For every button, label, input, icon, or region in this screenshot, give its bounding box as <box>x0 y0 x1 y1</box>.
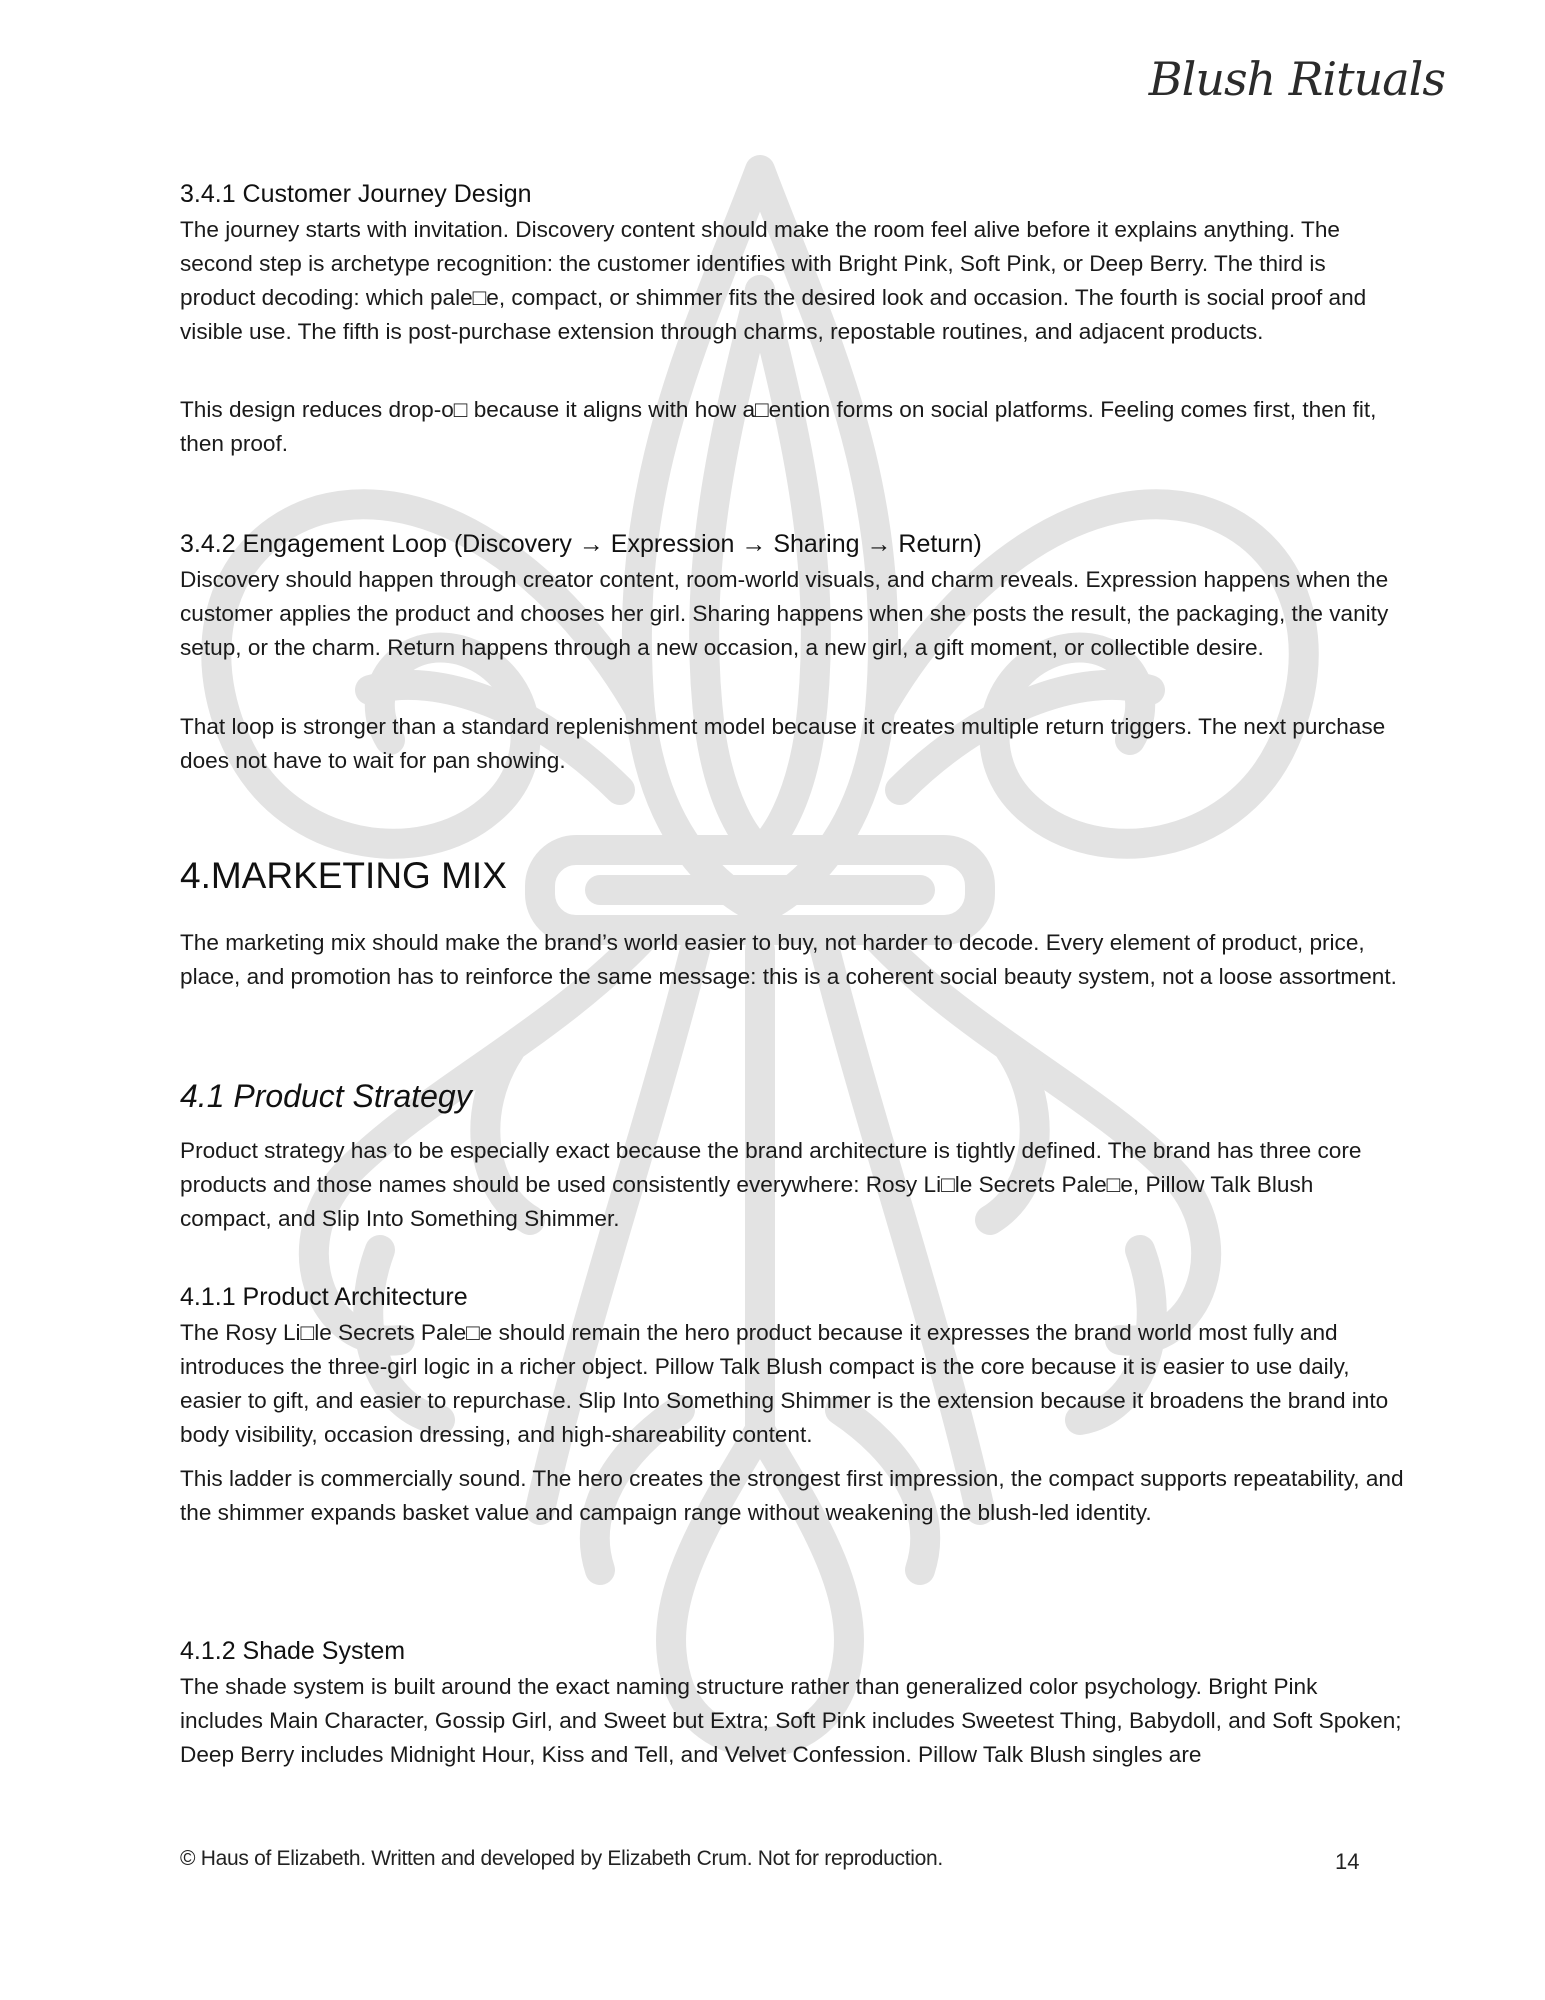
paragraph: This ladder is commercially sound. The hero creates the strongest first impression, the compact supports repeatability, and the shimmer expands basket value and campaign range without weakening the blush-led identity. <box>180 1466 1404 1525</box>
paragraph: Discovery should happen through creator content, room-world visuals, and charm reveals. Expression happens when the customer applies the product and chooses her girl. Sharing happens when she posts the result, the packaging, the vanity setup, or the charm. Return happens through a new occasion, a new girl, a gift moment, or collectible desire. <box>180 567 1389 660</box>
paragraph: Product strategy has to be especially exact because the brand architecture is tightly defined. The brand has three core products and those names should be used consistently everywhere: Rosy Li□le Secrets Pale□e, Pillow Talk Blush compact, and Slip Into Something Shimmer. <box>180 1138 1362 1231</box>
page-number: 14 <box>1335 1849 1360 1874</box>
paragraph: The Rosy Li□le Secrets Pale□e should remain the hero product because it expresses the brand world most fully and introduces the three-girl logic in a richer object. Pillow Talk Blush compact is the core because it is easier to use daily, easier to gift, and easier to repurchase. Slip Into Something Shimmer is the extension because it broadens the brand into body visibility, occasion dressing, and high-shareability content. <box>180 1320 1389 1447</box>
brand-logo: Blush Rituals <box>1148 52 1445 106</box>
paragraph: The marketing mix should make the brand’s world easier to buy, not harder to decode. Every element of product, price, place, and promotion has to reinforce the same message: this is a coherent social beauty system, not a loose assortment. <box>180 930 1397 989</box>
footer-copyright: © Haus of Elizabeth. Written and developed by Elizabeth Crum. Not for reproduction. <box>180 1847 943 1870</box>
paragraph: The shade system is built around the exact naming structure rather than generalized color psychology. Bright Pink includes Main Character, Gossip Girl, and Sweet but Extra; Soft Pink includes Sweetest Thing, Babydoll, and Soft Spoken; Deep Berry includes Midnight Hour, Kiss and Tell, and Velvet Confession. Pillow Talk Blush singles are <box>180 1674 1402 1767</box>
paragraph: The journey starts with invitation. Discovery content should make the room feel alive before it explains anything. The second step is archetype recognition: the customer identifies with Bright Pink, Soft Pink, or Deep Berry. The third is product decoding: which pale□e, compact, or shimmer fits the desired look and occasion. The fourth is social proof and visible use. The fifth is post-purchase extension through charms, repostable routines, and adjacent products. <box>180 217 1367 344</box>
section-heading-4: 4.MARKETING MIX <box>180 855 507 896</box>
paragraph: That loop is stronger than a standard replenishment model because it creates multiple return triggers. The next purchase does not have to wait for pan showing. <box>180 714 1386 773</box>
section-heading-4-1-2: 4.1.2 Shade System <box>180 1637 406 1665</box>
section-heading-3-4-1: 3.4.1 Customer Journey Design <box>180 180 532 208</box>
section-heading-4-1-1: 4.1.1 Product Architecture <box>180 1283 468 1311</box>
paragraph: This design reduces drop-o□ because it aligns with how a□ention forms on social platforms. Feeling comes first, then fit, then proof. <box>180 397 1377 456</box>
section-heading-3-4-2: 3.4.2 Engagement Loop (Discovery → Expression → Sharing → Return) <box>180 530 982 558</box>
section-heading-4-1: 4.1 Product Strategy <box>180 1078 472 1114</box>
